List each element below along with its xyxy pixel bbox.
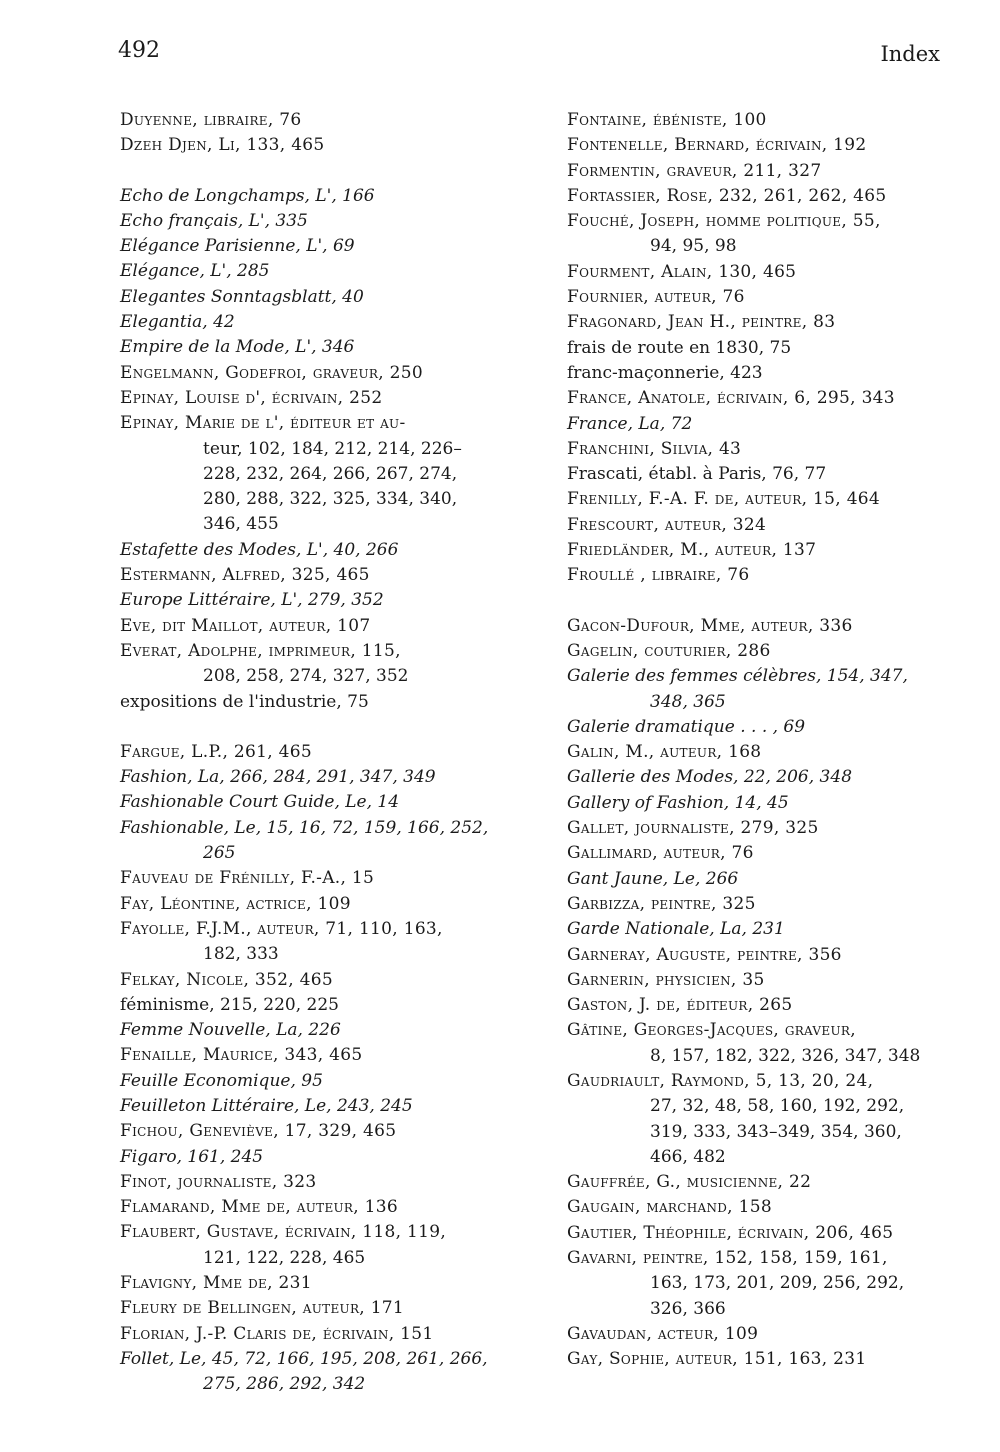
index-entry (120, 310, 500, 335)
index-entry (567, 816, 947, 841)
index-entry-line: Franchini, Silvia, 43 (567, 438, 742, 459)
index-entry-line: Fontenelle, Bernard, écrivain, 192 (567, 135, 867, 156)
index-entry-continuation: 182, 333 (203, 944, 279, 965)
index-entry (120, 765, 500, 790)
index-section-gap (120, 715, 500, 740)
index-entry-line: Duyenne, libraire, 76 (120, 110, 302, 130)
index-entry (567, 639, 947, 664)
index-entry-line: frais de route en 1830, 75 (567, 337, 792, 358)
index-entry-line: Gavarni, peintre, 152, 158, 159, 161, (567, 1248, 888, 1269)
index-entry (567, 715, 947, 740)
index-entry (120, 563, 500, 588)
index-entry-line: Garde Nationale, La, 231 (567, 919, 785, 940)
index-entry-line: Eve, dit Maillot, auteur, 107 (120, 615, 371, 636)
index-entry (567, 437, 947, 462)
index-entry-line: Echo français, L', 335 (120, 210, 308, 231)
index-entry (567, 184, 947, 209)
index-entry (120, 133, 500, 158)
index-entry-line: Garneray, Auguste, peintre, 356 (567, 944, 842, 965)
index-entry-line: Gallet, journaliste, 279, 325 (567, 818, 819, 839)
index-entry (120, 259, 500, 284)
index-entry (120, 386, 500, 411)
index-entry-line: Gagelin, couturier, 286 (567, 640, 771, 661)
index-entry (567, 765, 947, 790)
index-entry-line: Formentin, graveur, 211, 327 (567, 160, 822, 181)
index-entry (120, 1195, 500, 1220)
index-entry-line: Feuille Economique, 95 (120, 1070, 323, 1091)
index-entry-line: Flavigny, Mme de, 231 (120, 1273, 312, 1294)
index-entry-line: Gautier, Théophile, écrivain, 206, 465 (567, 1222, 894, 1243)
index-entry-line: Friedländer, M., auteur, 137 (567, 540, 817, 561)
index-entry-line: Gay, Sophie, auteur, 151, 163, 231 (567, 1349, 867, 1370)
index-entry (120, 1018, 500, 1043)
index-entry (120, 1170, 500, 1195)
index-entry-line: Fichou, Geneviève, 17, 329, 465 (120, 1121, 397, 1142)
index-entry-line: Epinay, Louise d', écrivain, 252 (120, 387, 383, 408)
index-entry-line: Fournier, auteur, 76 (567, 287, 745, 308)
index-entry (120, 892, 500, 917)
index-entry (567, 462, 947, 487)
index-entry (567, 841, 947, 866)
index-entry-line: Epinay, Marie de l', éditeur et au- (120, 413, 406, 434)
index-entry-continuation: 326, 366 (650, 1298, 726, 1319)
index-entry-line: Felkay, Nicole, 352, 465 (120, 969, 333, 990)
index-entry (567, 1069, 947, 1170)
index-entry-line: Femme Nouvelle, La, 226 (120, 1020, 341, 1041)
index-entry-line: Galin, M., auteur, 168 (567, 742, 762, 763)
index-entry-line: Fenaille, Maurice, 343, 465 (120, 1045, 363, 1066)
index-entry (120, 993, 500, 1018)
index-entry (120, 1220, 500, 1271)
index-entry (120, 917, 500, 968)
index-entry-line: Fay, Léontine, actrice, 109 (120, 893, 351, 914)
index-entry-line: Gant Jaune, Le, 266 (567, 868, 739, 889)
index-entry-line: Fashionable, Le, 15, 16, 72, 159, 166, 252, (120, 817, 489, 838)
index-entry (567, 310, 947, 335)
index-entry-continuation: 265 (203, 843, 236, 864)
index-entry-line: Elegantia, 42 (120, 312, 235, 333)
index-entry-continuation: 228, 232, 264, 266, 267, 274, (203, 463, 458, 484)
index-entry-continuation: 121, 122, 228, 465 (203, 1247, 366, 1268)
index-entry-line: Gâtine, Georges-Jacques, graveur, (567, 1020, 856, 1041)
index-entry (120, 639, 500, 690)
index-entry (120, 1043, 500, 1068)
index-entry-line: Fashion, La, 266, 284, 291, 347, 349 (120, 767, 436, 788)
index-entry (567, 563, 947, 588)
running-head: Index (880, 42, 940, 66)
index-entry (120, 614, 500, 639)
index-entry-line: Gavaudan, acteur, 109 (567, 1323, 759, 1344)
index-entry (567, 159, 947, 184)
index-entry-continuation: 8, 157, 182, 322, 326, 347, 348 (650, 1045, 921, 1066)
index-entry-line: Fourment, Alain, 130, 465 (567, 261, 797, 282)
index-entry (567, 867, 947, 892)
index-entry-line: Everat, Adolphe, imprimeur, 115, (120, 640, 401, 661)
index-entry-line: Empire de la Mode, L', 346 (120, 337, 355, 358)
index-entry-continuation: 27, 32, 48, 58, 160, 192, 292, (650, 1096, 905, 1117)
index-entry-line: Fashionable Court Guide, Le, 14 (120, 792, 400, 813)
index-entry-line: Garbizza, peintre, 325 (567, 893, 756, 914)
index-entry (567, 487, 947, 512)
index-entry-line: Gacon-Dufour, Mme, auteur, 336 (567, 615, 853, 636)
index-entry-line: Fouché, Joseph, homme politique, 55, (567, 211, 881, 232)
index-entry (120, 968, 500, 993)
index-entry (567, 285, 947, 310)
index-entry-continuation: 275, 286, 292, 342 (203, 1374, 366, 1395)
index-entry (120, 1347, 500, 1398)
index-entry-line: expositions de l'industrie, 75 (120, 691, 369, 712)
index-entry (567, 336, 947, 361)
index-entry-line: Fauveau de Frénilly, F.-A., 15 (120, 868, 375, 889)
index-entry-continuation: 94, 95, 98 (650, 236, 737, 257)
index-entry (120, 740, 500, 765)
index-entry-continuation: 348, 365 (650, 691, 726, 712)
index-entry (120, 234, 500, 259)
index-entry-continuation: 208, 258, 274, 327, 352 (203, 666, 409, 687)
index-entry (120, 538, 500, 563)
index-column-right (567, 108, 947, 1373)
index-entry (567, 664, 947, 715)
index-entry-continuation: 319, 333, 343–349, 354, 360, (650, 1121, 902, 1142)
index-entry (120, 361, 500, 386)
index-entry-line: Feuilleton Littéraire, Le, 243, 245 (120, 1095, 413, 1116)
index-entry-line: Dzeh Djen, Li, 133, 465 (120, 135, 325, 156)
index-entry (567, 108, 947, 133)
index-entry-line: Finot, journaliste, 323 (120, 1171, 317, 1192)
index-entry (120, 1069, 500, 1094)
index-entry-line: Frenilly, F.-A. F. de, auteur, 15, 464 (567, 489, 881, 510)
index-entry-line: franc-maçonnerie, 423 (567, 362, 763, 383)
index-entry (567, 209, 947, 260)
index-entry-line: France, Anatole, écrivain, 6, 295, 343 (567, 388, 895, 409)
index-entry (567, 538, 947, 563)
index-entry-continuation: 280, 288, 322, 325, 334, 340, (203, 489, 458, 510)
index-entry-line: Frescourt, auteur, 324 (567, 514, 767, 535)
index-entry (567, 791, 947, 816)
index-entry-line: Estermann, Alfred, 325, 465 (120, 565, 370, 586)
index-column-left (120, 108, 500, 1398)
index-entry-line: Gallimard, auteur, 76 (567, 843, 754, 864)
index-entry (567, 993, 947, 1018)
index-entry-continuation: 466, 482 (650, 1146, 726, 1167)
index-entry-line: Gallerie des Modes, 22, 206, 348 (567, 767, 853, 788)
index-entry-line: Fortassier, Rose, 232, 261, 262, 465 (567, 185, 887, 206)
index-entry-line: Follet, Le, 45, 72, 166, 195, 208, 261, 266, (120, 1348, 488, 1369)
index-section-gap (567, 589, 947, 614)
index-entry (567, 1018, 947, 1069)
index-entry-line: Europe Littéraire, L', 279, 352 (120, 590, 384, 611)
index-entry (120, 1145, 500, 1170)
index-entry (567, 968, 947, 993)
index-entry (120, 790, 500, 815)
index-entry-line: Estafette des Modes, L', 40, 266 (120, 539, 399, 560)
index-entry (567, 943, 947, 968)
index-entry-line: féminisme, 215, 220, 225 (120, 994, 339, 1015)
index-entry-line: Flaubert, Gustave, écrivain, 118, 119, (120, 1222, 447, 1243)
page-number: 492 (118, 38, 160, 63)
index-entry (120, 1322, 500, 1347)
index-entry-line: Garnerin, physicien, 35 (567, 969, 765, 990)
index-entry (567, 513, 947, 538)
index-entry-line: Gallery of Fashion, 14, 45 (567, 792, 789, 813)
index-entry (567, 361, 947, 386)
index-entry (120, 816, 500, 867)
index-entry (567, 260, 947, 285)
index-entry-line: Gauffrée, G., musicienne, 22 (567, 1172, 812, 1193)
index-entry (120, 411, 500, 537)
index-entry-line: Frascati, établ. à Paris, 76, 77 (567, 464, 827, 485)
index-entry-line: Gaudriault, Raymond, 5, 13, 20, 24, (567, 1070, 874, 1091)
index-entry (567, 1322, 947, 1347)
index-entry-line: Fragonard, Jean H., peintre, 83 (567, 312, 836, 333)
index-entry (120, 1296, 500, 1321)
index-entry-line: Fleury de Bellingen, auteur, 171 (120, 1298, 405, 1319)
index-entry (120, 1119, 500, 1144)
index-entry (567, 1246, 947, 1322)
index-entry-line: Elégance Parisienne, L', 69 (120, 236, 355, 257)
index-entry (120, 184, 500, 209)
index-entry-line: Figaro, 161, 245 (120, 1146, 264, 1167)
index-entry (567, 614, 947, 639)
index-entry-line: Flamarand, Mme de, auteur, 136 (120, 1197, 399, 1218)
index-entry-continuation: teur, 102, 184, 212, 214, 226– (203, 438, 462, 459)
index-entry-line: Elégance, L', 285 (120, 261, 270, 282)
index-entry-line: Florian, J.-P. Claris de, écrivain, 151 (120, 1323, 434, 1344)
index-entry (120, 285, 500, 310)
index-entry (567, 386, 947, 411)
index-entry (567, 133, 947, 158)
index-entry (567, 412, 947, 437)
index-entry-line: Fayolle, F.J.M., auteur, 71, 110, 163, (120, 918, 443, 939)
index-entry (120, 108, 500, 133)
index-entry (567, 1170, 947, 1195)
index-entry-line: France, La, 72 (567, 413, 693, 434)
index-entry (120, 1094, 500, 1119)
index-entry (567, 1347, 947, 1372)
index-entry-line: Froullé , libraire, 76 (567, 565, 750, 586)
index-entry-line: Engelmann, Godefroi, graveur, 250 (120, 362, 423, 383)
index-entry-line: Gaugain, marchand, 158 (567, 1197, 772, 1218)
index-entry-line: Gaston, J. de, éditeur, 265 (567, 995, 793, 1016)
index-entry (567, 1221, 947, 1246)
index-section-gap (120, 159, 500, 184)
index-entry-line: Galerie des femmes célèbres, 154, 347, (567, 666, 908, 687)
index-entry (120, 690, 500, 715)
index-entry (120, 209, 500, 234)
index-entry-line: Fargue, L.P., 261, 465 (120, 741, 312, 762)
index-entry (567, 1195, 947, 1220)
index-entry (567, 740, 947, 765)
index-entry (120, 335, 500, 360)
index-entry-line: Fontaine, ébéniste, 100 (567, 110, 767, 130)
index-entry (120, 1271, 500, 1296)
index-entry (120, 588, 500, 613)
index-entry (567, 892, 947, 917)
index-entry-line: Galerie dramatique . . . , 69 (567, 716, 806, 737)
index-entry-line: Echo de Longchamps, L', 166 (120, 185, 375, 206)
index-entry-continuation: 163, 173, 201, 209, 256, 292, (650, 1273, 905, 1294)
index-entry-line: Elegantes Sonntagsblatt, 40 (120, 286, 364, 307)
index-entry (567, 917, 947, 942)
index-entry (120, 866, 500, 891)
index-entry-continuation: 346, 455 (203, 514, 279, 535)
